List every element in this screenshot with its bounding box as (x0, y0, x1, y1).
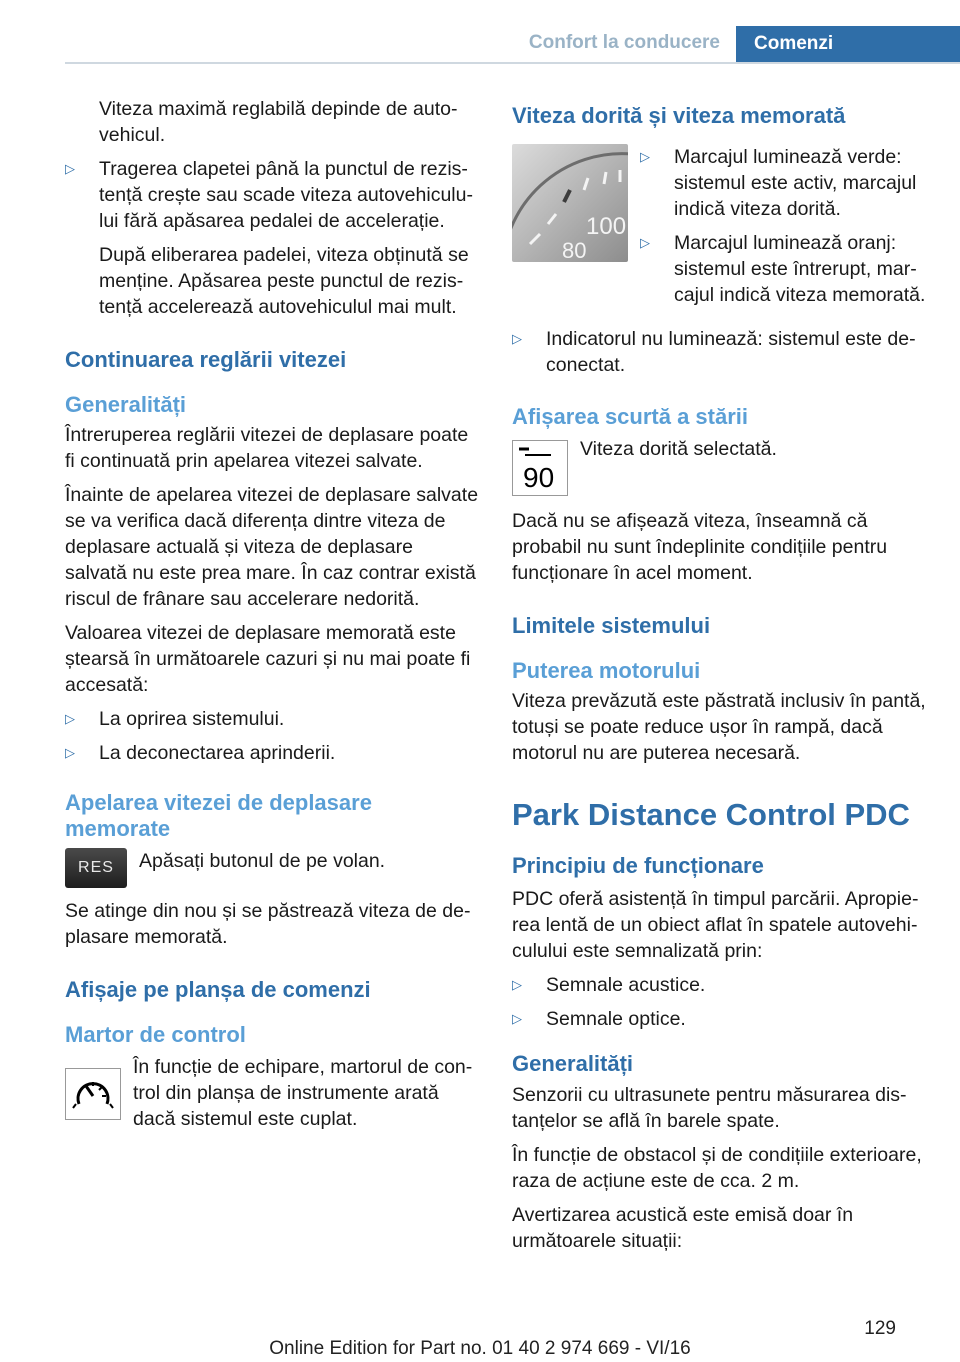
active-chapter-tab[interactable]: Comenzi (736, 26, 960, 62)
section-tab[interactable]: Confort la conducere (528, 32, 720, 53)
cases-list (65, 706, 480, 766)
list-item (65, 706, 480, 732)
triangle-bullet-icon: ▷ (640, 149, 650, 164)
status-speed-value: 90 (523, 462, 555, 493)
heading-general-pdc: Generalități (512, 1051, 634, 1076)
bullet-text: Indicatorul nu luminează: sistemul este deconectat. (546, 328, 916, 376)
heading-principle: Principiu de funcționare (512, 853, 764, 878)
heading-pdc: Park Distance Control PDC (512, 797, 910, 832)
paragraph-sensors: Senzorii cu ultrasunete pentru măsurarea distanțelor se află în barele spate. (512, 1084, 907, 1132)
paragraph-not-shown: Dacă nu se afișează viteza, înseamnă că probabil nu sunt îndeplinite condițiile pentru funcționare în acel moment. (512, 510, 888, 584)
paragraph-acoustic: Avertizarea acustică este emisă doar în următoarele situații: (512, 1204, 854, 1252)
bullet-text: La oprirea sistemului. (99, 708, 285, 730)
bullet-text: La deconectarea aprinderii. (99, 742, 336, 764)
subheading-short-status: Afișarea scurtă a stării (512, 404, 749, 429)
subheading-general: Generalități (65, 392, 187, 417)
list-item (640, 144, 927, 222)
heading-display: Afișaje pe planșa de comenzi (65, 977, 371, 1002)
list-item (65, 740, 480, 766)
paragraph-deleted: Valoarea vitezei de deplasare memorată este ștearsă în următoarele cazuri și nu mai poate fi accesată: (65, 622, 471, 696)
status-text: Viteza dorită selectată. (580, 438, 777, 460)
left-column (65, 96, 480, 1142)
speedometer-info (512, 144, 927, 316)
heading-desired-speed: Viteza dorită și viteza memorată (512, 103, 846, 128)
speedo-label-80: 80 (562, 238, 587, 262)
bullet-text: Semnale acustice. (546, 974, 706, 996)
bullet-text: Tragerea clapetei până la punctul de rezistență crește sau scade viteza autovehiculului fără apăsarea pedalei de accelerație. (99, 158, 473, 232)
indicator-text: În funcție de echipare, martorul de control din planșa de instrumente arată dacă sistemul este cuplat. (133, 1056, 473, 1130)
right-column (512, 96, 927, 1262)
subheading-engine: Puterea motorului (512, 658, 701, 683)
subheading-recall: Apelarea vitezei de deplasare memorate (65, 790, 372, 841)
res-instruction (65, 848, 480, 888)
heading-limits: Limitele sistemului (512, 613, 711, 638)
bullet-item (65, 156, 480, 234)
paragraph-reached: Se atinge din nou și se păstrează viteza de deplasare memorată. (65, 900, 471, 948)
page-number: 129 (864, 1318, 896, 1339)
signals-list (512, 972, 927, 1032)
paragraph-after-release: După eliberarea padelei, viteza obținută se menține. Apăsarea peste punctul de rezistență accelerează autovehiculul mai mult. (99, 244, 469, 318)
triangle-bullet-icon: ▷ (65, 745, 75, 760)
list-item (640, 230, 927, 308)
subheading-indicator: Martor de control (65, 1022, 246, 1047)
bullet-text: Semnale optice. (546, 1008, 686, 1030)
bullet-text: Marcajul luminează oranj: sistemul este întrerupt, marcajul indică viteza memorată. (674, 232, 926, 306)
bullet-item (512, 326, 927, 378)
paragraph-check: Înainte de apelarea vitezei de deplasare salvate se va verifica dacă diferența dintre viteza de deplasare actuală și viteza de deplasare salvată nu este prea mare. În caz contrar există riscul de frânare sau accelerare nedorită. (65, 484, 479, 610)
indicator-info (65, 1054, 480, 1132)
bullet-text: Marcajul luminează verde: sistemul este activ, marcajul indică viteza dorită. (674, 146, 917, 220)
page-header (65, 0, 960, 64)
page-footer (0, 1296, 960, 1362)
paragraph-engine: Viteza prevăzută este păstrată inclusiv în pantă, totuși se poate reduce ușor în rampă, dacă motorul nu are puterea necesară. (512, 690, 926, 764)
res-button-icon: RES (65, 848, 127, 888)
paragraph-interrupt: Întreruperea reglării vitezei de deplasare poate fi continuată prin apelarea vitezei salvate. (65, 424, 469, 472)
triangle-bullet-icon: ▷ (512, 1011, 522, 1026)
paragraph-range: În funcție de obstacol și de condițiile exterioare, raza de acțiune este de cca. 2 m. (512, 1144, 922, 1192)
status-info (512, 436, 927, 496)
mark-bullets (640, 144, 927, 316)
triangle-bullet-icon: ▷ (65, 161, 75, 176)
list-item (512, 972, 927, 998)
triangle-bullet-icon: ▷ (65, 711, 75, 726)
speedo-label-100: 100 (586, 213, 627, 240)
triangle-bullet-icon: ▷ (512, 977, 522, 992)
instruction-text: Apăsați butonul de pe volan. (139, 850, 386, 872)
list-item (512, 1006, 927, 1032)
edition-text: Online Edition for Part no. 01 40 2 974 669 - VI/16 (269, 1338, 691, 1359)
paragraph-max-speed: Viteza maximă reglabilă depinde de autovehicul. (99, 98, 458, 146)
paragraph-pdc: PDC oferă asistență în timpul parcării. Apropierea lentă de un obiect aflat în spatele autovehiculului este semnalizată prin: (512, 888, 919, 962)
heading-continue: Continuarea reglării vitezei (65, 347, 347, 372)
triangle-bullet-icon: ▷ (512, 331, 522, 346)
speed-status-icon (512, 440, 568, 496)
cruise-control-indicator-icon (65, 1068, 121, 1120)
triangle-bullet-icon: ▷ (640, 235, 650, 250)
speedometer-image (512, 144, 628, 316)
